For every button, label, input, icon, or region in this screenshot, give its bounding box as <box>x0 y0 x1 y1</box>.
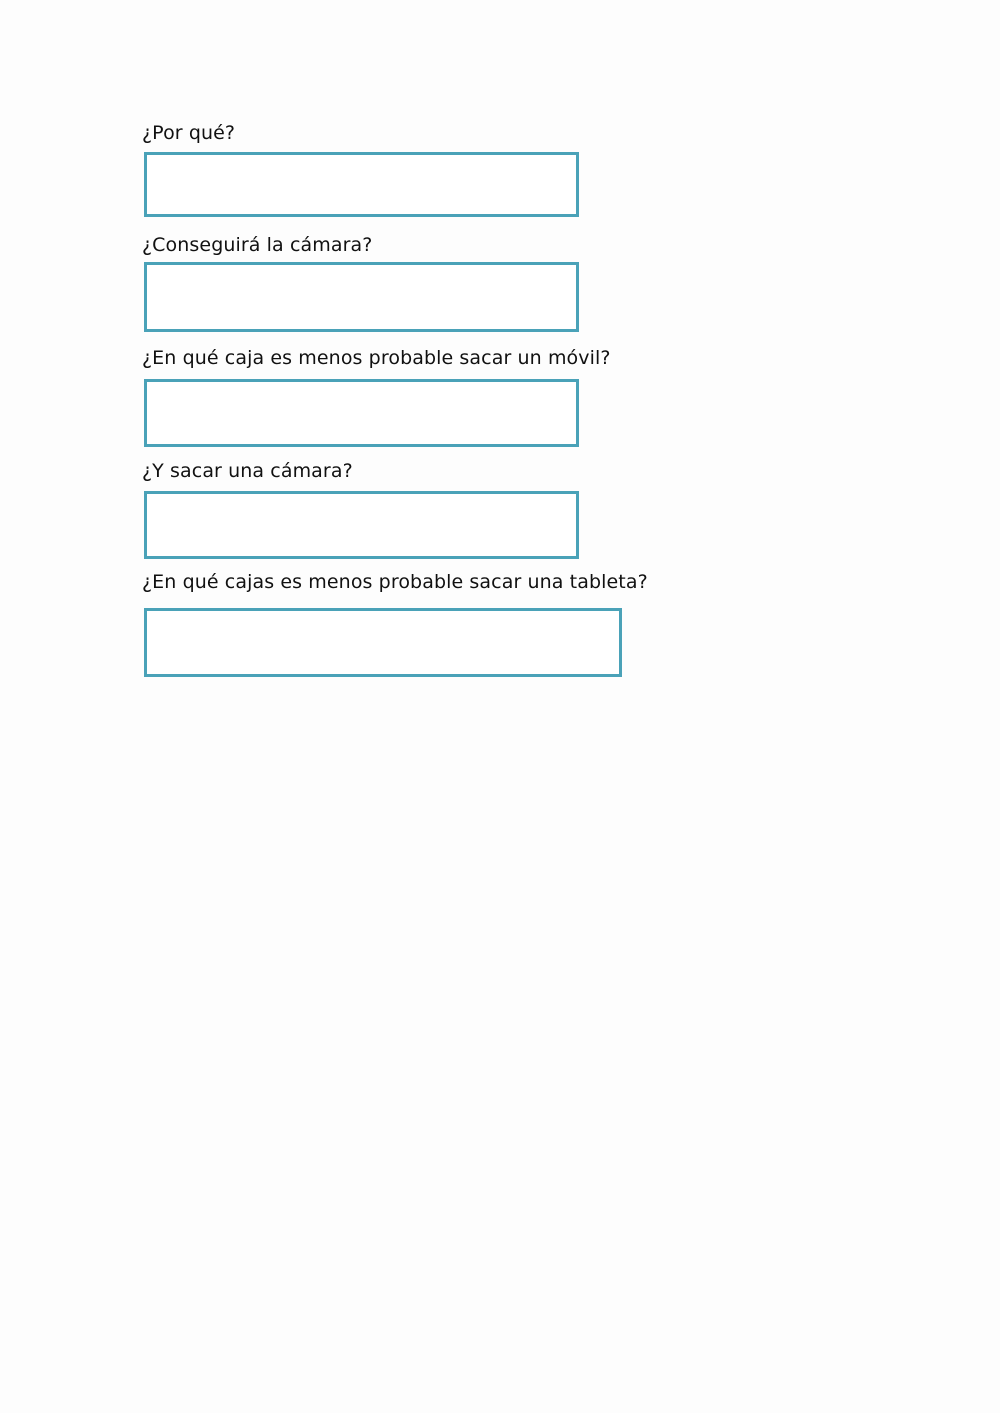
question-1-label: ¿Por qué? <box>142 122 236 144</box>
answer-box-2[interactable] <box>144 262 579 332</box>
question-4-label: ¿Y sacar una cámara? <box>142 460 353 482</box>
answer-box-4[interactable] <box>144 491 579 559</box>
answer-box-1[interactable] <box>144 152 579 217</box>
answer-box-5[interactable] <box>144 608 622 677</box>
question-3-label: ¿En qué caja es menos probable sacar un móvil? <box>142 347 611 369</box>
question-5-label: ¿En qué cajas es menos probable sacar una tableta? <box>142 571 648 593</box>
question-2-label: ¿Conseguirá la cámara? <box>142 234 373 256</box>
answer-box-3[interactable] <box>144 379 579 447</box>
